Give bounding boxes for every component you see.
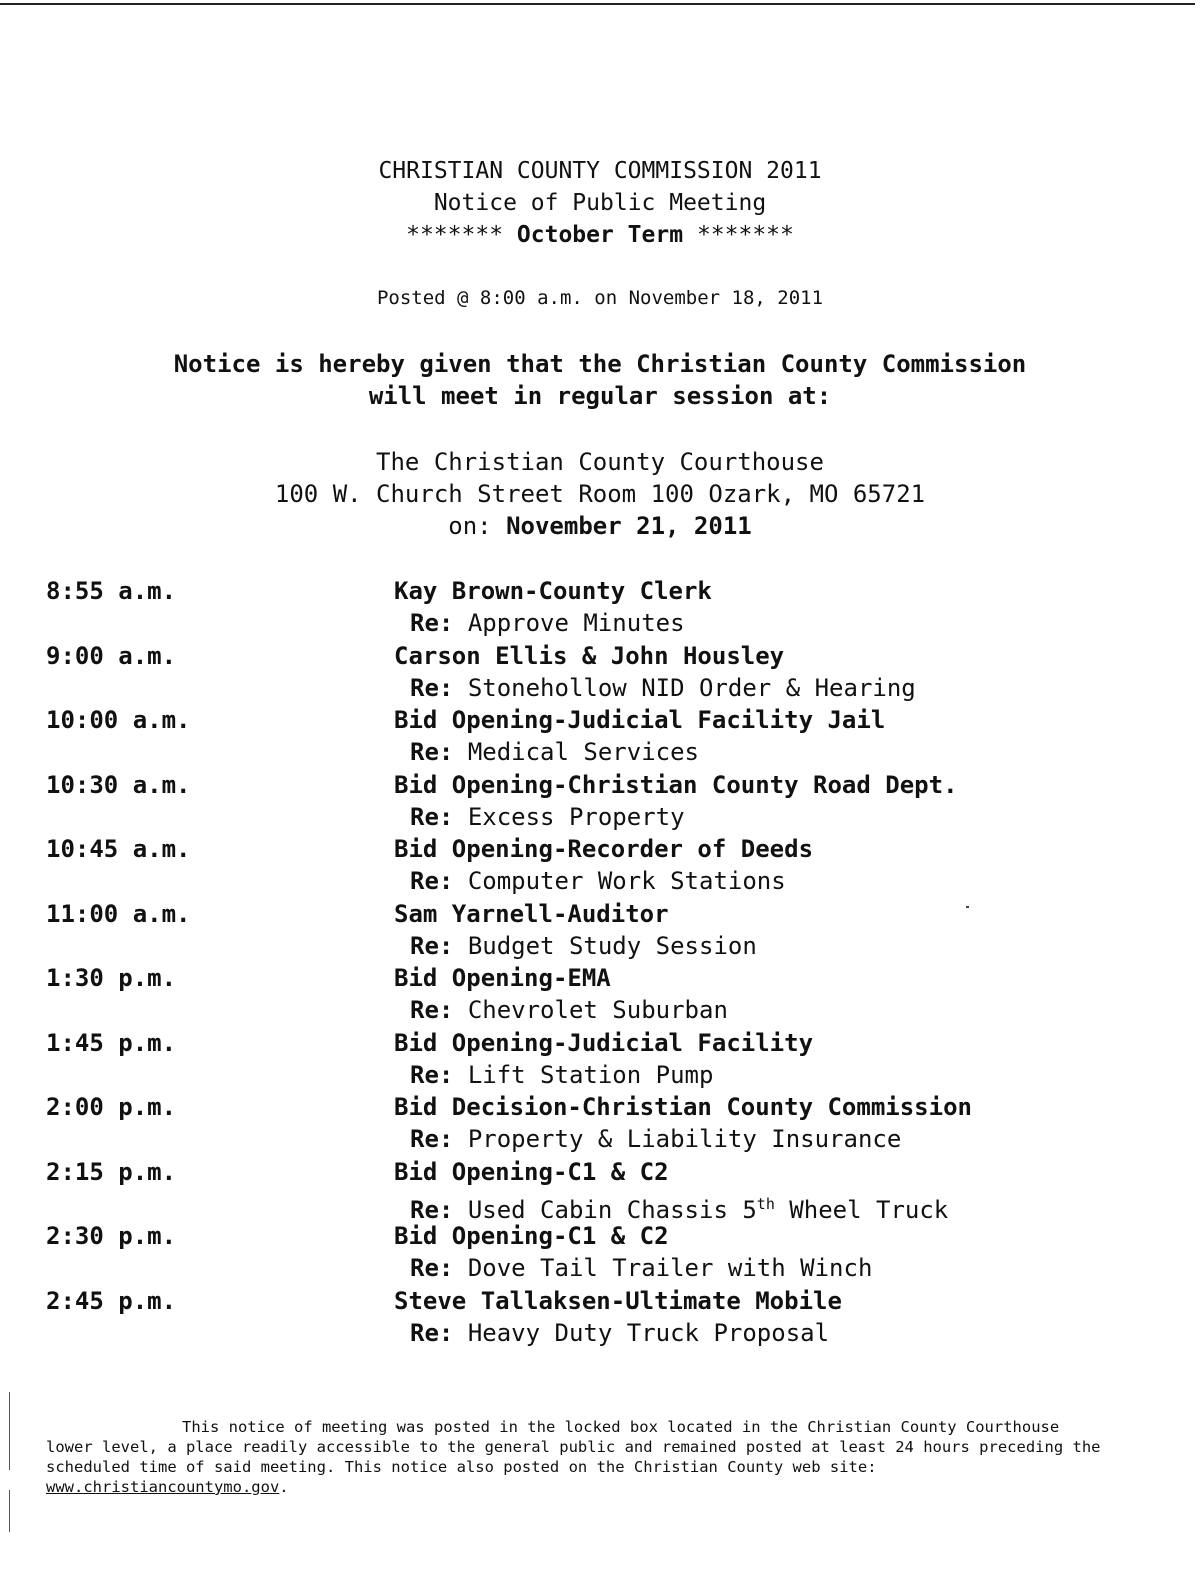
footnote-line-2: lower level, a place readily accessible to the general public and remained posted at least 24 hours preceding the (46, 1438, 1101, 1456)
agenda-subject (410, 736, 699, 768)
meeting-date-line (0, 510, 1200, 542)
agenda-time: 2:15 p.m. (46, 1157, 177, 1186)
agenda-re-label: Re: (410, 931, 454, 960)
agenda-re-label: Re: (410, 1060, 454, 1089)
left-scan-mark (9, 1490, 10, 1512)
agenda-re-label: Re: (410, 1318, 454, 1347)
agenda-re-label: Re: (410, 673, 454, 702)
location-address: 100 W. Church Street Room 100 Ozark, MO 65721 (274, 480, 926, 508)
agenda-re-label: Re: (410, 802, 454, 831)
agenda-subject (410, 672, 916, 704)
agenda-subject-text: Budget Study Session (467, 931, 757, 960)
agenda-presenter: Bid Opening-EMA (394, 964, 611, 992)
agenda-item (0, 1027, 1200, 1092)
agenda-item (0, 1091, 1200, 1156)
agenda-subject (410, 865, 786, 897)
agenda-re-label: Re: (410, 1125, 454, 1153)
agenda-presenter: Bid Opening-Judicial Facility (394, 1028, 814, 1057)
agenda-re-label: Re: (410, 867, 454, 895)
agenda-time: 2:45 p.m. (46, 1286, 177, 1315)
agenda-re-label: Re: (410, 1254, 454, 1282)
agenda-subject-text: Chevrolet Suburban (467, 996, 728, 1024)
agenda-subject (410, 1123, 901, 1155)
agenda-item (0, 1285, 1200, 1350)
term-label: October Term (516, 222, 684, 248)
agenda-subject-text: Computer Work Stations (467, 867, 786, 895)
term-stars-left: ******* (406, 222, 504, 248)
agenda-subject (410, 1317, 829, 1349)
term-line (0, 219, 1200, 251)
agenda-re-label: Re: (410, 609, 454, 637)
agenda-list (0, 575, 1200, 1349)
agenda-re-label: Re: (410, 996, 454, 1024)
notice-line-2: will meet in regular session at: (368, 382, 832, 410)
agenda-subject (410, 1059, 713, 1091)
agenda-subject-text: Used Cabin Chassis 5th Wheel Truck (467, 1194, 949, 1224)
agenda-presenter: Steve Tallaksen-Ultimate Mobile (394, 1286, 842, 1315)
agenda-item (0, 575, 1200, 640)
left-scan-mark (9, 1512, 10, 1532)
agenda-item (0, 704, 1200, 769)
agenda-subject-text: Dove Tail Trailer with Winch (467, 1254, 873, 1282)
agenda-re-label: Re: (410, 1195, 454, 1224)
posting-footnote (46, 1417, 1156, 1497)
document-title: CHRISTIAN COUNTY COMMISSION 2011 (378, 158, 822, 184)
top-scan-border (0, 3, 1195, 5)
meeting-date: November 21, 2011 (506, 512, 752, 540)
agenda-item (0, 962, 1200, 1027)
agenda-time: 9:00 a.m. (46, 641, 177, 670)
agenda-subject-text: Approve Minutes (467, 609, 685, 637)
on-label: on: (448, 512, 492, 540)
agenda-time: 1:45 p.m. (46, 1028, 177, 1057)
footnote-line-1: This notice of meeting was posted in the locked box located in the Christian County Courthouse (182, 1418, 1060, 1436)
location-building: The Christian County Courthouse (376, 448, 824, 476)
agenda-time: 2:00 p.m. (46, 1093, 177, 1121)
agenda-time: 1:30 p.m. (46, 964, 177, 992)
agenda-subject-text: Heavy Duty Truck Proposal (467, 1318, 830, 1347)
term-stars-right: ******* (696, 222, 794, 248)
agenda-subject-text: Medical Services (467, 738, 699, 766)
agenda-subject (410, 801, 685, 833)
agenda-item (0, 898, 1200, 963)
agenda-presenter: Kay Brown-County Clerk (394, 577, 712, 605)
agenda-subject (410, 607, 685, 639)
agenda-time: 10:00 a.m. (46, 706, 191, 734)
agenda-item (0, 1156, 1200, 1224)
agenda-presenter: Bid Opening-Christian County Road Dept. (394, 770, 958, 799)
agenda-time: 11:00 a.m. (46, 899, 191, 928)
agenda-subject (410, 1252, 872, 1284)
agenda-re-label: Re: (410, 738, 454, 766)
notice-line-1: Notice is hereby given that the Christian County Commission (173, 350, 1027, 378)
agenda-time: 10:30 a.m. (46, 770, 191, 799)
agenda-presenter: Bid Opening-C1 & C2 (394, 1222, 669, 1250)
agenda-item (0, 640, 1200, 705)
agenda-presenter: Bid Opening-C1 & C2 (394, 1157, 669, 1186)
agenda-presenter: Bid Opening-Judicial Facility Jail (394, 706, 886, 734)
agenda-presenter: Bid Opening-Recorder of Deeds (394, 835, 814, 863)
left-scan-mark (9, 1392, 10, 1470)
website-link-suffix: . (279, 1478, 289, 1496)
agenda-time: 2:30 p.m. (46, 1222, 177, 1250)
agenda-subject-text: Excess Property (467, 802, 685, 831)
website-link[interactable]: www.christiancountymo.gov (46, 1478, 280, 1496)
footnote-line-3: scheduled time of said meeting. This notice also posted on the Christian County web site: (46, 1458, 877, 1476)
agenda-subject (410, 994, 728, 1026)
agenda-item (0, 1220, 1200, 1285)
agenda-item (0, 769, 1200, 834)
agenda-presenter: Carson Ellis & John Housley (394, 641, 785, 670)
agenda-subject-text: Lift Station Pump (467, 1060, 714, 1089)
agenda-subject-text: Property & Liability Insurance (467, 1125, 902, 1153)
posted-line: Posted @ 8:00 a.m. on November 18, 2011 (376, 287, 824, 309)
agenda-presenter: Bid Decision-Christian County Commission (394, 1093, 972, 1121)
agenda-time: 10:45 a.m. (46, 835, 191, 863)
footnote-line-4 (46, 1477, 1156, 1497)
agenda-item (0, 833, 1200, 898)
agenda-subject-text: Stonehollow NID Order & Hearing (467, 673, 916, 702)
agenda-time: 8:55 a.m. (46, 577, 177, 605)
document-subtitle: Notice of Public Meeting (433, 190, 767, 216)
agenda-subject (410, 930, 757, 962)
agenda-presenter: Sam Yarnell-Auditor (394, 899, 669, 928)
